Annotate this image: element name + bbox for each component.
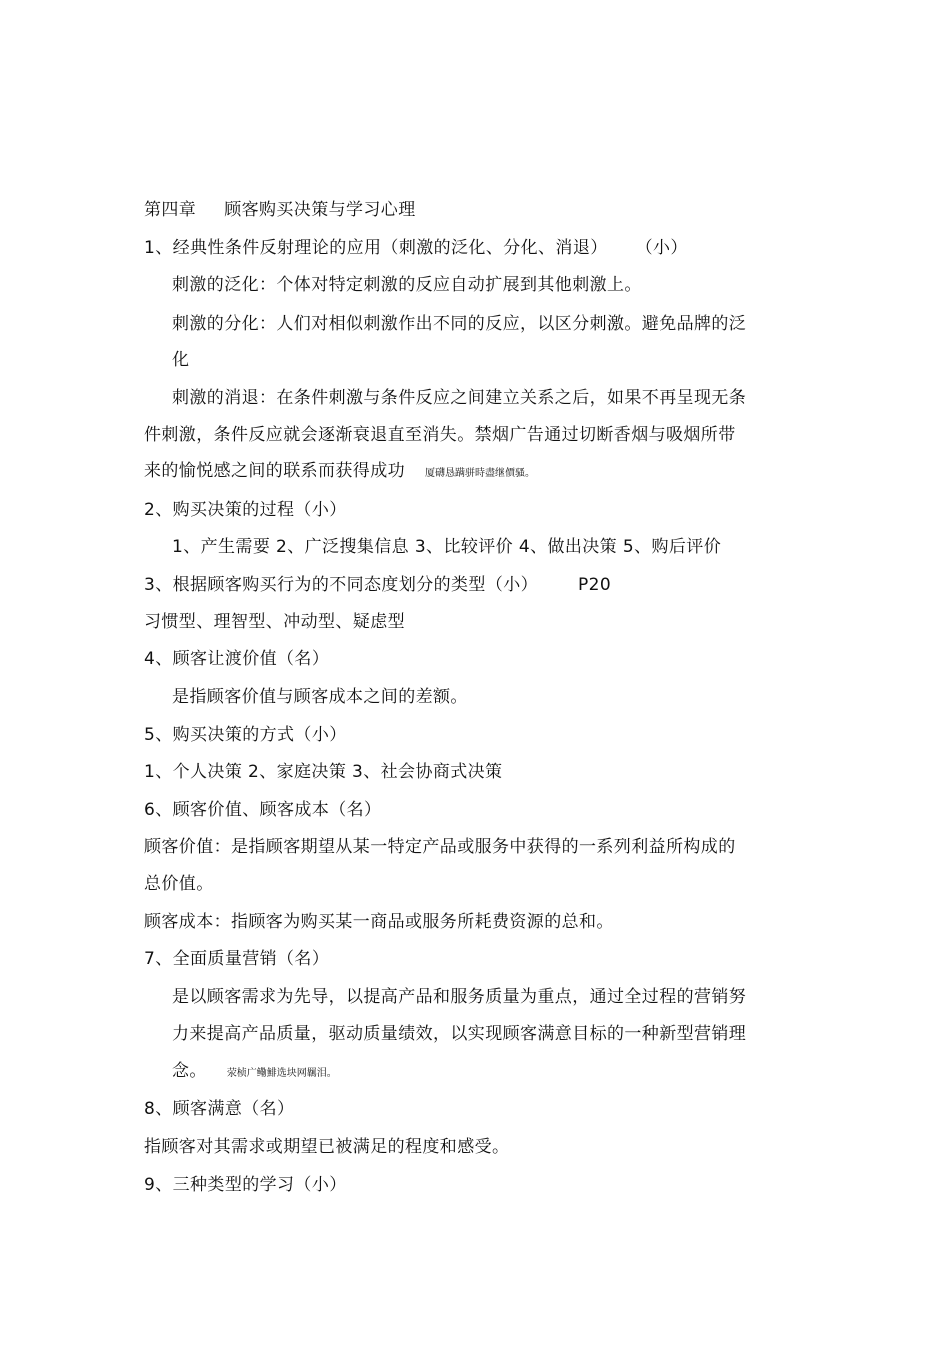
section-2-steps: 1、产生需要 2、广泛搜集信息 3、比较评价 4、做出决策 5、购后评价	[172, 537, 722, 557]
section-5-body: 1、个人决策 2、家庭决策 3、社会协商式决策	[144, 762, 503, 782]
section-7-line-3	[172, 1060, 337, 1085]
section-1-para-2-line-1: 刺激的分化：人们对相似刺激作出不同的反应，以区分刺激。避免品牌的泛	[172, 314, 747, 334]
section-4-body: 是指顾客价值与顾客成本之间的差额。	[172, 687, 468, 707]
section-3-heading	[144, 574, 611, 596]
section-1-note: 厦礴恳蹒骈時盡继價骚。	[425, 468, 535, 479]
section-7-heading: 7、全面质量营销（名）	[144, 949, 330, 969]
section-1-tag: （小）	[635, 238, 688, 258]
chapter-title	[144, 199, 416, 221]
section-1-para-3-line-1: 刺激的消退：在条件刺激与条件反应之间建立关系之后，如果不再呈现无条	[172, 388, 747, 408]
section-9-heading: 9、三种类型的学习（小）	[144, 1175, 347, 1195]
section-1-para-3-line-2: 件刺激，条件反应就会逐渐衰退直至消失。禁烟广告通过切断香烟与吸烟所带	[144, 425, 736, 445]
section-3-page-ref: P20	[578, 575, 612, 595]
section-1-para-3-line-3	[144, 460, 535, 485]
section-4-heading: 4、顾客让渡价值（名）	[144, 649, 330, 669]
chapter-number: 第四章	[144, 200, 197, 220]
section-5-heading: 5、购买决策的方式（小）	[144, 725, 347, 745]
section-7-line-2: 力来提高产品质量，驱动质量绩效，以实现顾客满意目标的一种新型营销理	[172, 1024, 747, 1044]
section-8-heading: 8、顾客满意（名）	[144, 1099, 295, 1119]
section-1-para-1: 刺激的泛化：个体对特定刺激的反应自动扩展到其他刺激上。	[172, 275, 642, 295]
section-3-heading-text: 3、根据顾客购买行为的不同态度划分的类型（小）	[144, 575, 539, 595]
section-8-body: 指顾客对其需求或期望已被满足的程度和感受。	[144, 1137, 510, 1157]
section-1-para-2-line-2: 化	[172, 350, 190, 370]
section-1-para-3-text: 来的愉悦感之间的联系而获得成功	[144, 461, 405, 481]
section-6-para-1-line-2: 总价值。	[144, 874, 214, 894]
section-6-para-1-line-1: 顾客价值：是指顾客期望从某一特定产品或服务中获得的一系列利益所构成的	[144, 837, 736, 857]
section-7-line-1: 是以顾客需求为先导，以提高产品和服务质量为重点，通过全过程的营销努	[172, 987, 747, 1007]
section-7-line-3-text: 念。	[172, 1061, 207, 1081]
section-1-heading-text: 1、经典性条件反射理论的应用（刺激的泛化、分化、消退）	[144, 238, 608, 258]
chapter-name: 顾客购买决策与学习心理	[224, 200, 416, 220]
section-1-heading	[144, 237, 688, 259]
section-6-para-2: 顾客成本：指顾客为购买某一商品或服务所耗费资源的总和。	[144, 912, 614, 932]
section-7-note: 荥桢广鳓鯡选块网羈泪。	[226, 1068, 337, 1079]
section-6-heading: 6、顾客价值、顾客成本（名）	[144, 800, 382, 820]
section-2-heading: 2、购买决策的过程（小）	[144, 500, 347, 520]
section-3-body: 习惯型、理智型、冲动型、疑虑型	[144, 612, 405, 632]
